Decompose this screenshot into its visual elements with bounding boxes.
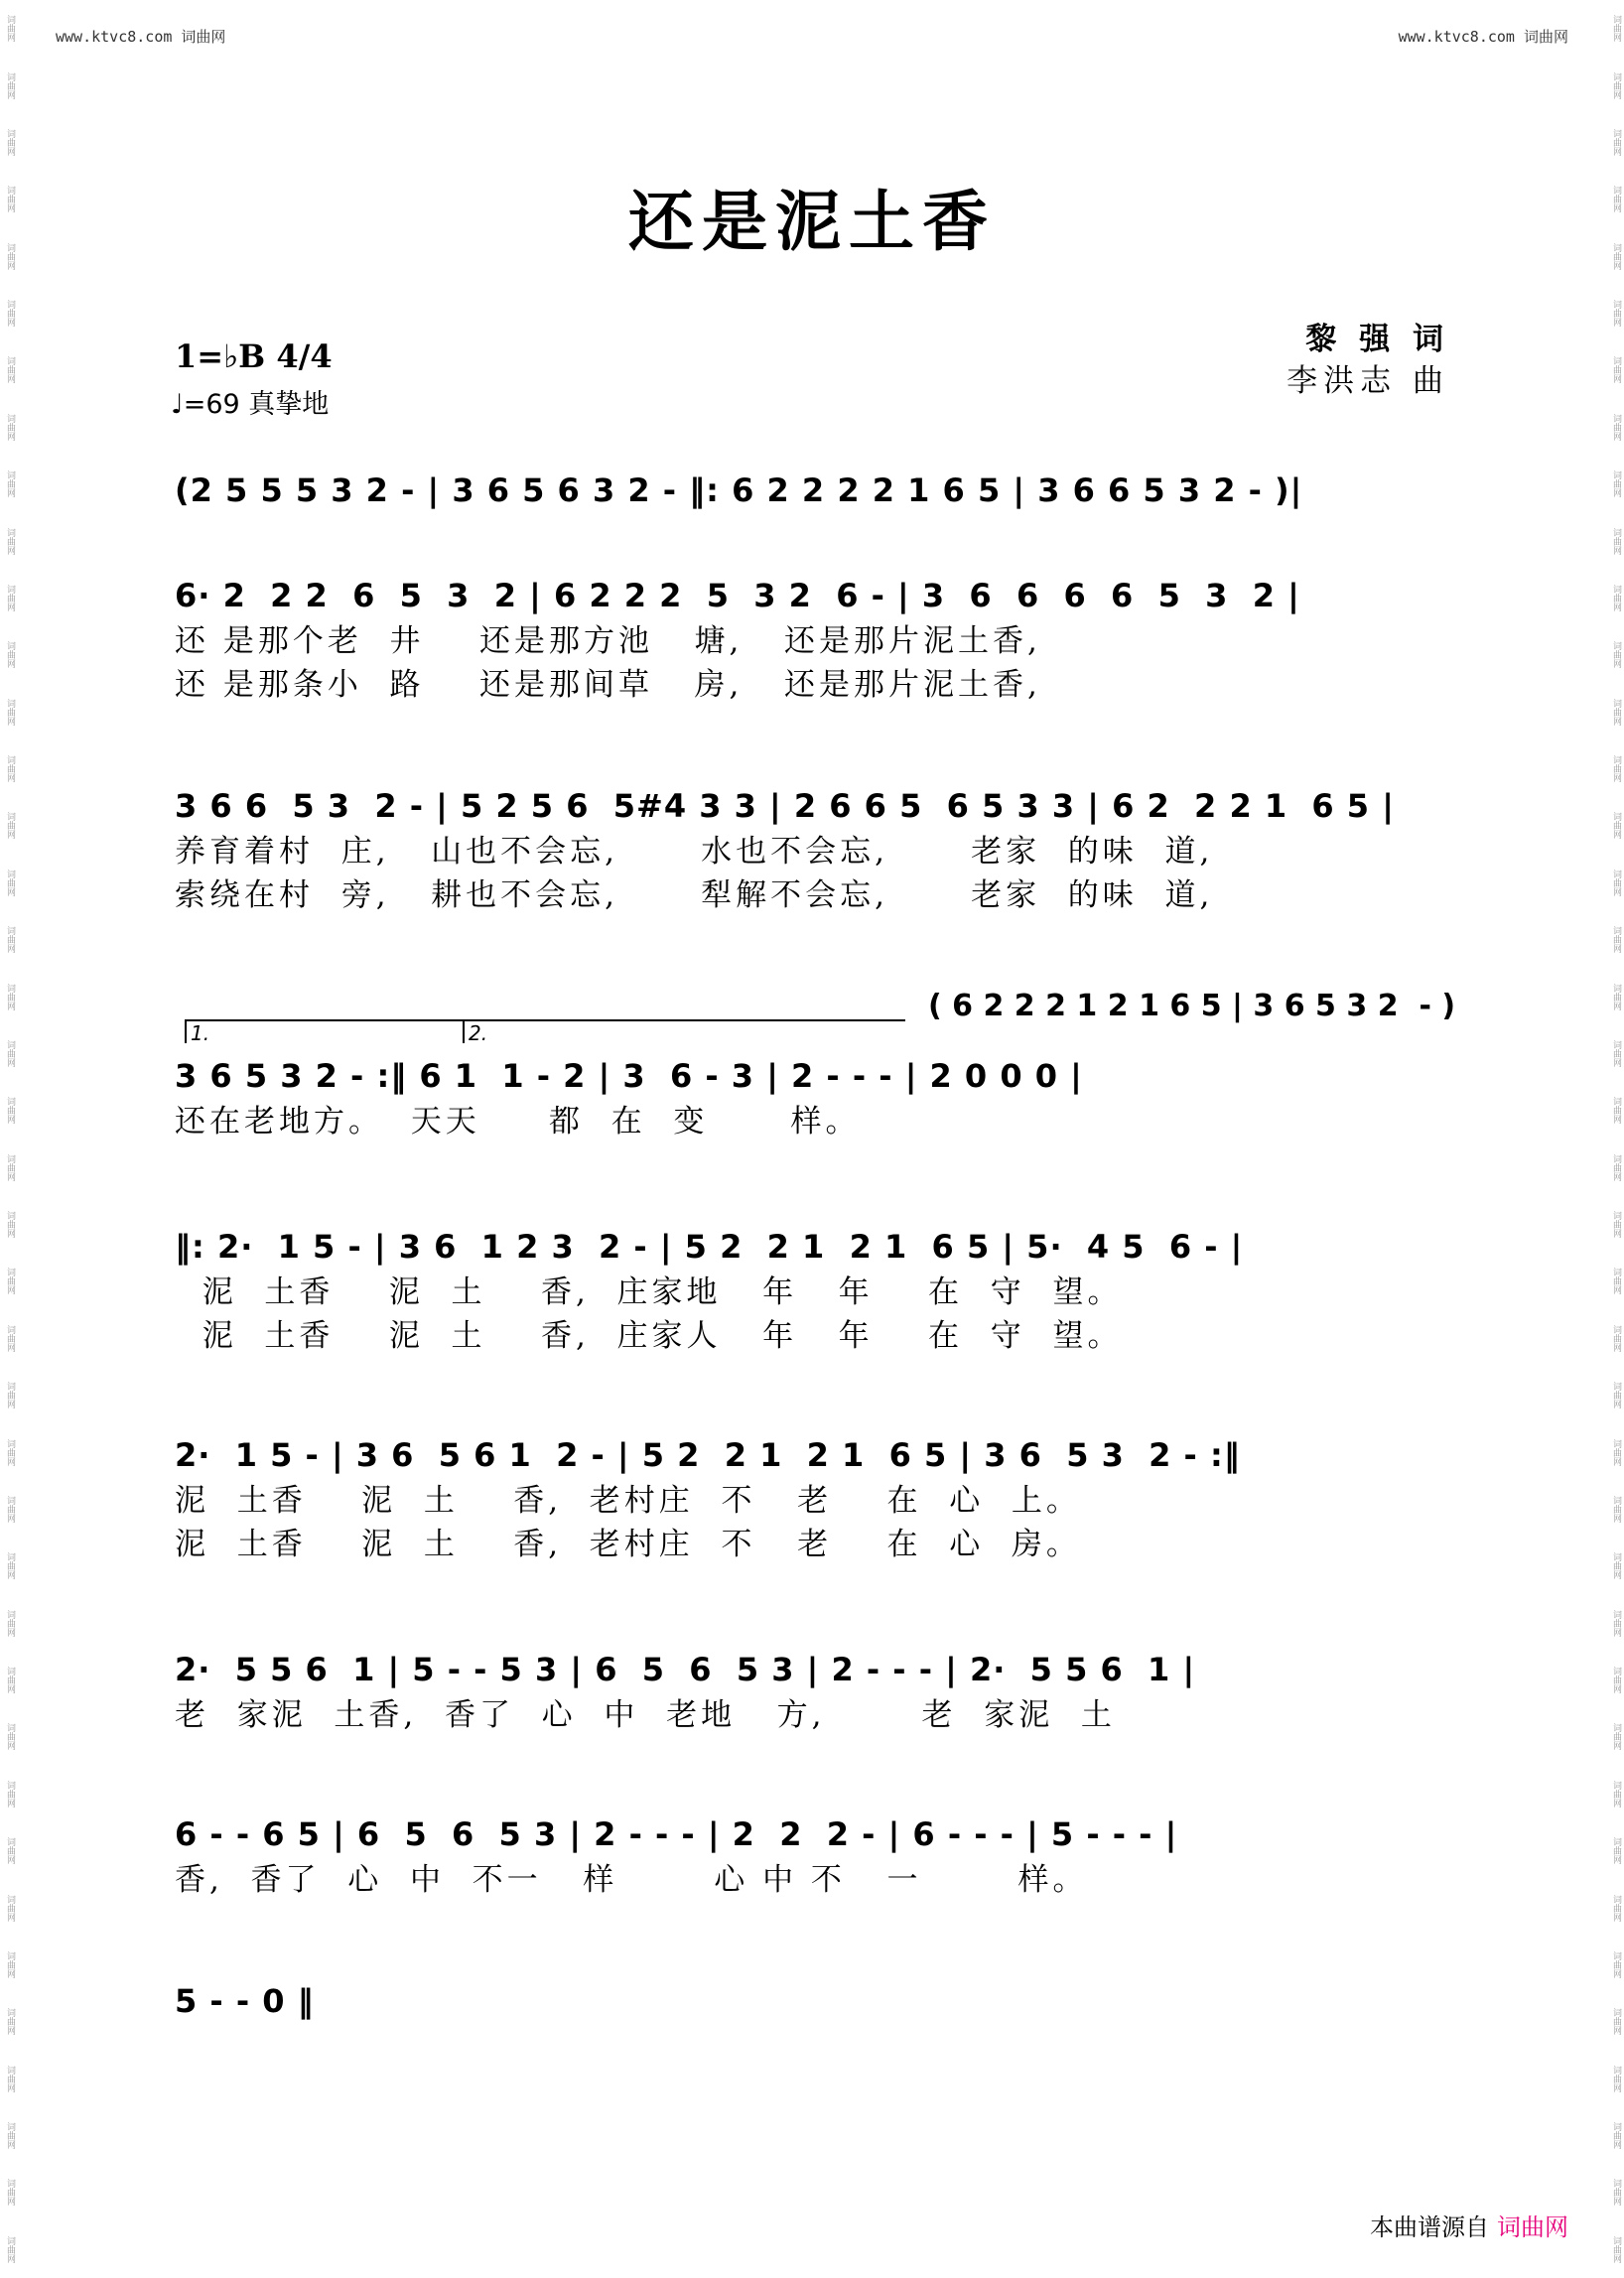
lyric-verse-2: 还 是那条小 路 还是那间草 房, 还是那片泥土香, [175,667,1041,703]
watermark-text: 词曲网 [1610,1950,1621,1978]
watermark-text: 词曲网 [4,1324,15,1352]
watermark-text: 词曲网 [4,186,15,213]
watermark-text: 词曲网 [4,1667,15,1694]
lyric-verse-1: 还在老地方。 天天 都 在 变 样。 [175,1104,861,1139]
watermark-text: 词曲网 [1610,1268,1621,1295]
watermark-text: 词曲网 [1610,1609,1621,1637]
lyricist-credit: 黎 强 词 [1305,322,1449,357]
watermark-text: 词曲网 [1610,2008,1621,2036]
watermark-text: 词曲网 [1610,1097,1621,1125]
score-row-3 [175,782,1451,917]
watermark-text: 词曲网 [4,869,15,896]
watermark-text: 词曲网 [4,2179,15,2207]
watermark-text: 词曲网 [4,242,15,270]
watermark-text: 词曲网 [4,300,15,328]
watermark-text: 词曲网 [1610,1552,1621,1580]
watermark-text: 词曲网 [4,356,15,384]
score-row-6 [175,1431,1451,1566]
watermark-text: 词曲网 [4,2122,15,2150]
lyric-verse-2: 泥 土香 泥 土 香, 庄家人 年 年 在 守 望。 [175,1318,1123,1354]
notation-line: 2· 5 5 6 1 | 5 - - 5 3 | 6 5 6 5 3 | 2 - - - | 2· 5 5 6 1 | [175,1651,1196,1688]
watermark-text: 词曲网 [1610,755,1621,783]
watermark-text: 词曲网 [4,527,15,555]
source-footer [1370,2208,1568,2242]
watermark-text: 词曲网 [1610,1495,1621,1523]
watermark-text: 词曲网 [4,413,15,441]
watermark-text: 词曲网 [1610,300,1621,328]
watermark-text: 词曲网 [4,15,15,43]
watermark-strip-right [1608,0,1622,2278]
watermark-text: 词曲网 [1610,2122,1621,2150]
watermark-text: 词曲网 [4,926,15,954]
watermark-strip-left [2,0,16,2278]
score-row-1 [175,467,1451,514]
watermark-text: 词曲网 [1610,2179,1621,2207]
song-title: 还是泥土香 [628,183,996,260]
watermark-text: 词曲网 [1610,812,1621,840]
watermark-text: 词曲网 [4,1723,15,1751]
watermark-text: 词曲网 [4,1211,15,1239]
notation-line: 5 - - 0 ‖ [175,1982,315,2020]
score-row-2 [175,572,1451,707]
watermark-text: 词曲网 [1610,1039,1621,1067]
tempo-marking: ♩=69 真挚地 [171,389,330,420]
watermark-text: 词曲网 [4,1438,15,1466]
watermark-text: 词曲网 [4,2008,15,2036]
watermark-text: 词曲网 [4,1780,15,1808]
watermark-text: 词曲网 [4,983,15,1010]
watermark-text: 词曲网 [1610,15,1621,43]
watermark-text: 词曲网 [4,1382,15,1409]
site-url-right: www.ktvc8.com 词曲网 [1398,28,1568,46]
volta-second-ending: 2. [463,1019,905,1043]
watermark-text: 词曲网 [1610,527,1621,555]
watermark-text: 词曲网 [1610,1324,1621,1352]
notation-line: 6 - - 6 5 | 6 5 6 5 3 | 2 - - - | 2 2 2 - | 6 - - - | 5 - - - | [175,1815,1178,1853]
notation-line: 6· 2 2 2 6 5 3 2 | 6 2 2 2 5 3 2 6 - | 3 6 6 6 6 5 3 2 | [175,577,1300,614]
score-row-4 [175,1052,1451,1143]
watermark-text: 词曲网 [1610,71,1621,99]
watermark-text: 词曲网 [4,1837,15,1865]
watermark-text: 词曲网 [1610,1382,1621,1409]
score-row-5 [175,1223,1451,1358]
notation-line: 2· 1 5 - | 3 6 5 6 1 2 - | 5 2 2 1 2 1 6 5 | 3 6 5 3 2 - :‖ [175,1436,1241,1474]
watermark-text: 词曲网 [1610,413,1621,441]
watermark-text: 词曲网 [4,2065,15,2092]
watermark-text: 词曲网 [4,1894,15,1922]
lyric-verse-2: 泥 土香 泥 土 香, 老村庄 不 老 在 心 房。 [175,1527,1081,1562]
watermark-text: 词曲网 [4,584,15,611]
watermark-text: 词曲网 [4,755,15,783]
watermark-text: 词曲网 [1610,2065,1621,2092]
watermark-text: 词曲网 [1610,1438,1621,1466]
watermark-text: 词曲网 [4,641,15,669]
lyric-verse-1: 还 是那个老 井 还是那方池 塘, 还是那片泥土香, [175,623,1041,659]
watermark-text: 词曲网 [1610,186,1621,213]
watermark-text: 词曲网 [4,470,15,498]
lyric-verse-1: 香, 香了 心 中 不一 样 心 中 不 一 样。 [175,1862,1088,1898]
lyric-verse-2: 索绕在村 旁, 耕也不会忘, 犁解不会忘, 老家 的味 道, [175,877,1214,913]
composer-credit: 李洪志 曲 [1286,363,1449,399]
watermark-text: 词曲网 [4,1153,15,1181]
watermark-text: 词曲网 [4,1097,15,1125]
notation-line: 3 6 6 5 3 2 - | 5 2 5 6 5#4 3 3 | 2 6 6 5 6 5 3 3 | 6 2 2 2 1 6 5 | [175,787,1395,825]
watermark-text: 词曲网 [4,1495,15,1523]
site-url-left: www.ktvc8.com 词曲网 [56,28,226,46]
watermark-text: 词曲网 [1610,128,1621,156]
watermark-text: 词曲网 [4,1950,15,1978]
watermark-text: 词曲网 [1610,1667,1621,1694]
watermark-text: 词曲网 [1610,470,1621,498]
watermark-text: 词曲网 [1610,926,1621,954]
watermark-text: 词曲网 [4,71,15,99]
key-signature: 1=♭B 4/4 [175,337,333,375]
watermark-text: 词曲网 [1610,641,1621,669]
watermark-text: 词曲网 [4,1552,15,1580]
score-row-9 [175,1977,1451,2025]
watermark-text: 词曲网 [1610,584,1621,611]
watermark-text: 词曲网 [1610,2235,1621,2263]
notation-line: ‖: 2· 1 5 - | 3 6 1 2 3 2 - | 5 2 2 1 2 1 6 5 | 5· 4 5 6 - | [175,1228,1244,1266]
watermark-text: 词曲网 [1610,1211,1621,1239]
watermark-text: 词曲网 [4,698,15,726]
source-label: 本曲谱源自 [1370,2213,1489,2241]
watermark-text: 词曲网 [4,2235,15,2263]
watermark-text: 词曲网 [1610,698,1621,726]
watermark-text: 词曲网 [1610,983,1621,1010]
interlude-notation: ( 6 2 2 2 1 2 1 6 5 | 3 6 5 3 2 - ) [928,989,1456,1023]
lyric-verse-1: 泥 土香 泥 土 香, 老村庄 不 老 在 心 上。 [175,1483,1081,1519]
watermark-text: 词曲网 [4,1268,15,1295]
notation-line: (2 5 5 5 3 2 - | 3 6 5 6 3 2 - ‖: 6 2 2 2 2 1 6 5 | 3 6 6 5 3 2 - )| [175,471,1303,509]
watermark-text: 词曲网 [1610,1837,1621,1865]
watermark-text: 词曲网 [1610,1153,1621,1181]
watermark-text: 词曲网 [4,1039,15,1067]
watermark-text: 词曲网 [4,128,15,156]
lyric-verse-1: 养育着村 庄, 山也不会忘, 水也不会忘, 老家 的味 道, [175,834,1214,870]
watermark-text: 词曲网 [4,1609,15,1637]
watermark-text: 词曲网 [1610,356,1621,384]
watermark-text: 词曲网 [4,812,15,840]
notation-line: 3 6 5 3 2 - :‖ 6 1 1 - 2 | 3 6 - 3 | 2 - - - | 2 0 0 0 | [175,1057,1083,1095]
watermark-text: 词曲网 [1610,1780,1621,1808]
lyric-verse-1: 老 家泥 土香, 香了 心 中 老地 方, 老 家泥 土 [175,1697,1116,1733]
watermark-text: 词曲网 [1610,869,1621,896]
watermark-text: 词曲网 [1610,1723,1621,1751]
brand-link[interactable]: 词曲网 [1497,2213,1568,2241]
score-row-8 [175,1810,1451,1902]
volta-first-ending: 1. [185,1019,465,1043]
lyric-verse-1: 泥 土香 泥 土 香, 庄家地 年 年 在 守 望。 [175,1274,1123,1310]
score-row-7 [175,1646,1451,1737]
watermark-text: 词曲网 [1610,242,1621,270]
watermark-text: 词曲网 [1610,1894,1621,1922]
